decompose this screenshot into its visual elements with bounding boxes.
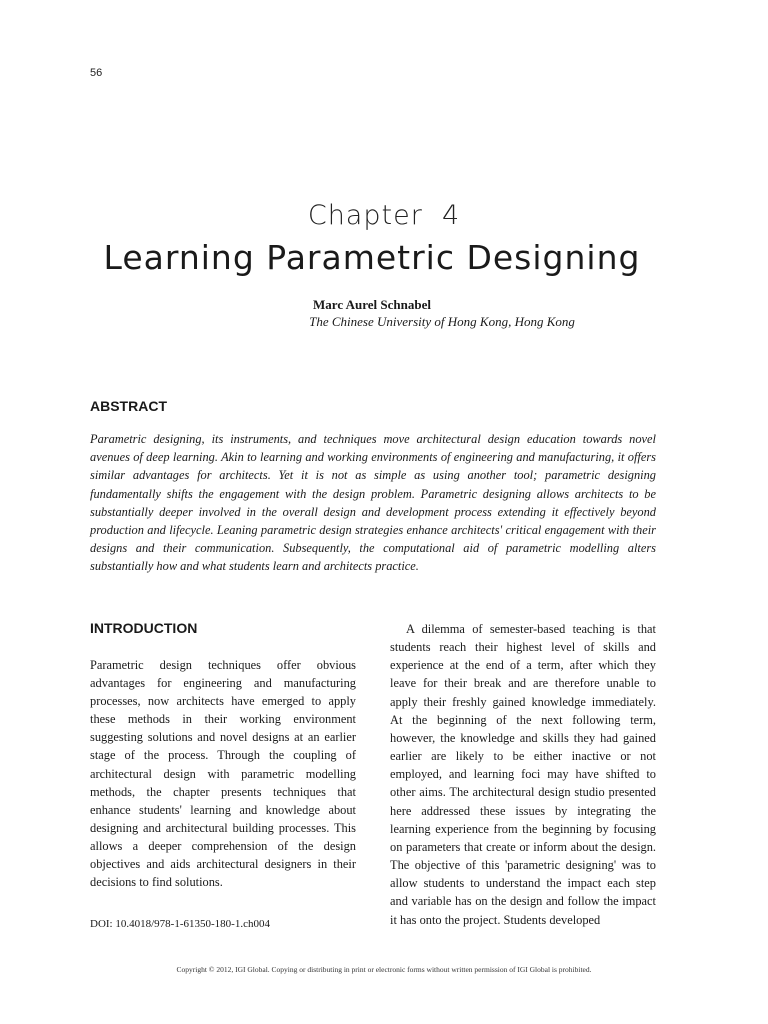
doi: DOI: 10.4018/978-1-61350-180-1.ch004 <box>90 918 270 930</box>
chapter-label: Chapter 4 <box>307 200 461 231</box>
introduction-right-column: A dilemma of semester-based teaching is that students reach their highest level of skills and experience at the end of a term, after which they leave for their break and are therefore unable to apply their freshly gained knowledge immediately. At the beginning of the next following term, however, the knowledge and skills they had gained earlier are likely to be either inactive or not employed, and learning foci may have shifted to other aims. The architectural design studio presented here addressed these issues by integrating the learning experience from the beginning by focusing on parameters that create or inform about the design. The objective of this 'parametric designing' was to allow students to understand the impact each step and variable has on the design and follow the impact it has onto the project. Students developed <box>390 622 656 927</box>
page-number: 56 <box>90 67 103 79</box>
introduction-left-column: Parametric design techniques offer obvious advantages for engineering and manufacturing processes, now architects have emerged to apply these methods in their working environment suggesting solutions and novel designs at an earlier stage of the process. Through the coupling of architectural design with parametric modelling methods, the chapter presents techniques that enhance students' learning and knowledge about designing and architectural building processes. This allows a deeper comprehension of the design objectives and aids architectural designers in their decisions to find solutions. <box>90 658 356 890</box>
author-name: Marc Aurel Schnabel <box>313 297 431 312</box>
abstract-text: Parametric designing, its instruments, and techniques move architectural design education towards novel avenues of deep learning. Akin to learning and working environments of engineering and manufacturing, it offers similar advantages for architects. Yet it is not as simple as using another tool; parametric designing fundamentally shifts the engagement with the design problem. Parametric designing allows architects to be substantially deeper involved in the overall design and development process extending it effectively beyond production and lifecycle. Leaning parametric design strategies enhance architects' critical engagement with their designs and their communication. Subsequently, the computational aid of parametric modelling alters substantially how and what students learn and architects practice. <box>90 432 656 574</box>
introduction-heading: INTRODUCTION <box>90 620 198 636</box>
copyright-notice: Copyright © 2012, IGI Global. Copying or distributing in print or electronic forms without written permission of IGI Global is prohibited. <box>176 965 592 974</box>
abstract-heading: ABSTRACT <box>90 398 167 414</box>
chapter-title: Learning Parametric Designing <box>103 238 641 277</box>
author-affiliation: The Chinese University of Hong Kong, Hong Kong <box>309 314 575 329</box>
